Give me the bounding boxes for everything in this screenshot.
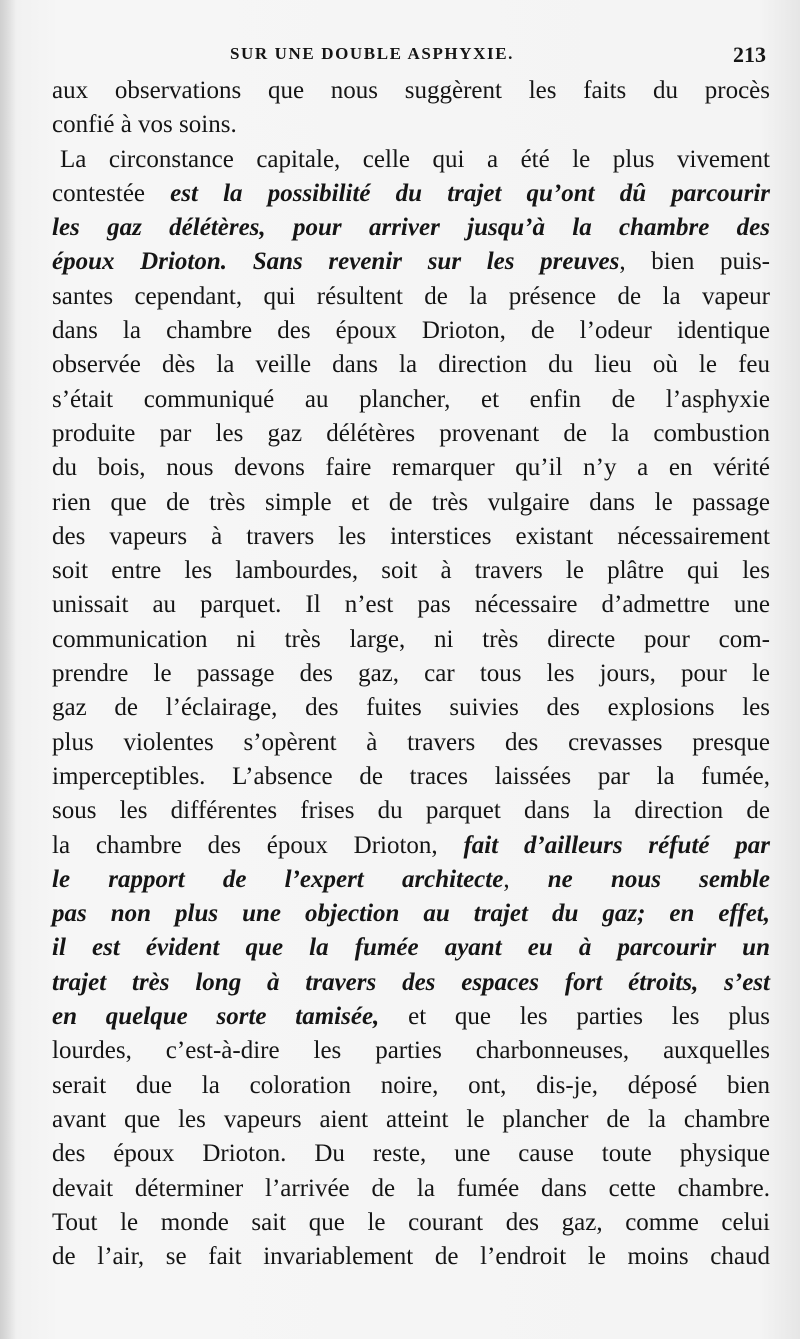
italic-text-span: le rapport de l’expert architecte bbox=[52, 865, 504, 893]
italic-text-span: en quelque sorte tamisée, bbox=[52, 1003, 380, 1031]
text-line bbox=[52, 177, 770, 211]
text-span: de l’air, se fait invariablement de l’endroit le moins chaud bbox=[52, 1243, 770, 1271]
text-span: produite par les gaz délétères provenant de la combustion bbox=[52, 419, 770, 447]
text-line bbox=[52, 486, 770, 520]
text-line bbox=[52, 760, 770, 794]
text-line bbox=[52, 829, 770, 863]
text-line bbox=[52, 245, 770, 279]
text-line bbox=[52, 1206, 770, 1240]
text-line bbox=[52, 1103, 770, 1137]
text-span: devait déterminer l’arrivée de la fumée dans cette chambre. bbox=[52, 1174, 770, 1202]
text-line bbox=[52, 931, 770, 965]
text-span: sous les différentes frises du parquet dans la direction de bbox=[52, 797, 770, 825]
text-line bbox=[52, 1000, 770, 1034]
text-line bbox=[52, 451, 770, 485]
text-span: du bois, nous devons faire remarquer qu’il n’y a en vérité bbox=[52, 454, 770, 482]
italic-text-span: pas non plus une objection au trajet du gaz; en effet, bbox=[52, 900, 770, 928]
text-span: lourdes, c’est-à-dire les parties charbonneuses, auxquelles bbox=[52, 1037, 770, 1065]
text-span: santes cependant, qui résultent de la présence de la vapeur bbox=[52, 282, 770, 310]
text-line bbox=[52, 554, 770, 588]
page-header bbox=[52, 40, 772, 70]
page-number: 213 bbox=[733, 42, 766, 67]
text-span: observée dès la veille dans la direction du lieu où le feu bbox=[52, 351, 770, 379]
italic-text-span: est la possibilité du trajet qu’ont dû parcourir bbox=[170, 179, 770, 207]
page-gutter-shadow bbox=[0, 0, 16, 1339]
text-span: des vapeurs à travers les interstices existant nécessairement bbox=[52, 522, 770, 550]
text-span: rien que de très simple et de très vulgaire dans le passage bbox=[52, 488, 770, 516]
text-span: plus violentes s’opèrent à travers des crevasses presque bbox=[52, 728, 770, 756]
text-line bbox=[52, 691, 770, 725]
text-line bbox=[52, 520, 770, 554]
text-span: unissait au parquet. Il n’est pas nécessaire d’admettre une bbox=[52, 591, 770, 619]
text-span: des époux Drioton. Du reste, une cause toute physique bbox=[52, 1140, 770, 1168]
italic-text-span: fait d’ailleurs réfuté par bbox=[463, 831, 771, 859]
text-line bbox=[52, 657, 770, 691]
text-span: soit entre les lambourdes, soit à travers le plâtre qui les bbox=[52, 557, 770, 585]
text-span: s’était communiqué au plancher, et enfin de l’asphyxie bbox=[52, 385, 770, 413]
body-text bbox=[52, 74, 770, 1274]
text-span: avant que les vapeurs aient atteint le plancher de la chambre bbox=[52, 1105, 770, 1133]
italic-text-span: les gaz délétères, pour arriver jusqu’à la chambre des bbox=[52, 214, 770, 242]
text-line bbox=[52, 348, 770, 382]
text-span: confié à vos soins. bbox=[52, 111, 237, 139]
text-line bbox=[52, 1240, 770, 1274]
text-line bbox=[52, 863, 770, 897]
text-span: serait due la coloration noire, ont, dis-je, déposé bien bbox=[52, 1071, 770, 1099]
text-line bbox=[52, 588, 770, 622]
text-line bbox=[52, 211, 770, 245]
text-line bbox=[52, 966, 770, 1000]
text-span: et que les parties les plus bbox=[379, 1003, 770, 1031]
text-line bbox=[52, 1069, 770, 1103]
text-line bbox=[52, 314, 770, 348]
text-span: , bbox=[503, 865, 548, 893]
text-line bbox=[52, 794, 770, 828]
text-line bbox=[52, 280, 770, 314]
text-line bbox=[52, 417, 770, 451]
text-span: gaz de l’éclairage, des fuites suivies des explosions les bbox=[52, 694, 770, 722]
text-span: contestée bbox=[52, 179, 171, 207]
italic-text-span: époux Drioton. Sans revenir sur les preuves bbox=[52, 248, 620, 276]
text-line bbox=[52, 108, 770, 142]
italic-text-span: ne nous semble bbox=[547, 865, 770, 893]
text-line bbox=[52, 1034, 770, 1068]
text-line bbox=[52, 1137, 770, 1171]
text-line bbox=[52, 143, 770, 177]
italic-text-span: trajet très long à travers des espaces fort étroits, s’est bbox=[52, 968, 770, 996]
text-span: imperceptibles. L’absence de traces laissées par la fumée, bbox=[52, 762, 770, 790]
text-line bbox=[52, 1172, 770, 1206]
text-line bbox=[52, 74, 770, 108]
text-span: , bien puis- bbox=[619, 248, 770, 276]
text-span: aux observations que nous suggèrent les faits du procès bbox=[52, 77, 770, 104]
italic-text-span: il est évident que la fumée ayant eu à parcourir un bbox=[52, 934, 770, 962]
text-line bbox=[52, 623, 770, 657]
text-span: prendre le passage des gaz, car tous les jours, pour le bbox=[52, 660, 770, 688]
text-span: communication ni très large, ni très directe pour com- bbox=[52, 625, 770, 653]
text-line bbox=[52, 726, 770, 760]
text-span: La circonstance capitale, celle qui a été le plus vivement bbox=[60, 145, 770, 173]
text-line bbox=[52, 897, 770, 931]
text-span: la chambre des époux Drioton, bbox=[52, 831, 464, 859]
text-span: dans la chambre des époux Drioton, de l’odeur identique bbox=[52, 317, 770, 345]
running-title: SUR UNE DOUBLE ASPHYXIE. bbox=[230, 44, 515, 63]
text-span: Tout le monde sait que le courant des gaz, comme celui bbox=[52, 1208, 770, 1236]
text-line bbox=[52, 383, 770, 417]
